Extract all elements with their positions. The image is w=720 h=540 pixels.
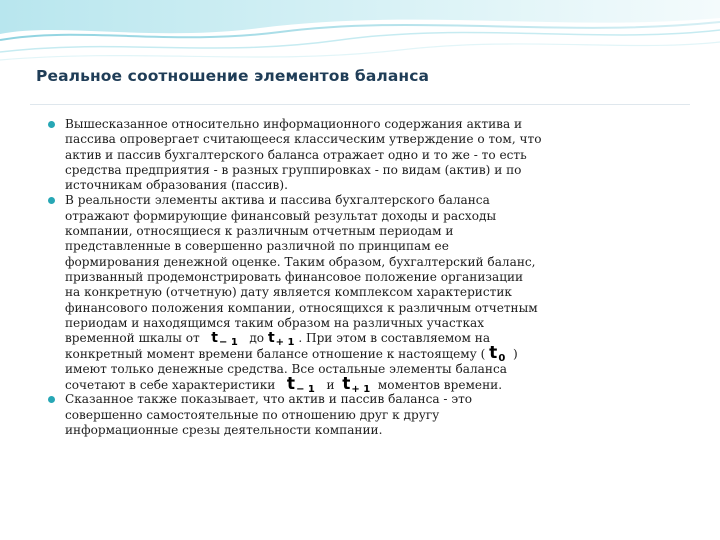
symbol-t-minus-1: $t_{- 1}$ (286, 374, 315, 396)
text-line: В реальности элементы актива и пассива бухгалтерского баланса (65, 193, 490, 208)
slide-body (46, 117, 686, 438)
symbol-t-minus-1: $t_{- 1}$ (211, 330, 238, 349)
text-line: на конкретную (отчетную) дату является комплексом характеристик (65, 285, 512, 300)
text-line-time-scale (65, 330, 686, 349)
slide-title: Реальное соотношение элементов баланса (36, 67, 430, 85)
title-divider (30, 104, 690, 105)
text-segment: моментов времени. (377, 378, 503, 393)
text-line: призванный продемонстрировать финансовое положение организации (65, 269, 524, 284)
bullet-paragraph-2 (46, 193, 686, 396)
bullet-paragraph-1 (46, 117, 686, 193)
bullet-dot (48, 396, 55, 403)
text-segment: до (249, 331, 265, 346)
bullet-dot (48, 121, 55, 128)
text-line: периодам и находящимся таким образом на различных участках (65, 315, 485, 330)
text-line: Сказанное также показывает, что актив и пассив баланса - это (65, 392, 473, 407)
text-segment: ) (512, 347, 518, 362)
text-line: имеют только денежные средства. Все остальные элементы баланса (65, 361, 507, 376)
bullet-paragraph-3 (46, 392, 686, 438)
text-line: формирования денежной оценке. Таким образом, бухгалтерский баланс, (65, 254, 536, 269)
text-segment: временной шкалы от (65, 331, 200, 346)
text-line: источникам образования (пассив). (65, 178, 288, 193)
text-line: финансового положения компании, относящихся к различным отчетным (65, 300, 538, 315)
symbol-t-plus-1: $t_{+ 1}$ (342, 374, 371, 396)
bullet-dot (48, 197, 55, 204)
text-line-current (65, 343, 686, 365)
text-segment: сочетают в себе характеристики (65, 378, 276, 393)
decorative-wave-header (0, 0, 720, 70)
text-line: представленные в совершенно различной по принципам ее (65, 239, 449, 254)
text-line: Вышесказанное относительно информационного содержания актива и (65, 117, 523, 131)
symbol-t-zero: $t_0$ (489, 343, 506, 365)
text-line: пассива опровергает считающееся классическим утверждение о том, что (65, 132, 542, 147)
text-line: средства предприятия - в разных группировках - по видам (актив) и по (65, 162, 522, 177)
text-line: актив и пассив бухгалтерского баланса отражает одно и то же - то есть (65, 147, 527, 162)
text-line-combine (65, 374, 686, 396)
text-line: совершенно самостоятельные по отношению друг к другу (65, 407, 440, 422)
text-line: компании, относящиеся к различным отчетным периодам и (65, 224, 454, 239)
text-segment: конкретный момент времени балансе отношение к настоящему ( (65, 347, 486, 362)
text-segment: . При этом в составляемом на (298, 331, 491, 346)
text-segment: и (326, 378, 335, 393)
text-line: отражают формирующие финансовый результат доходы и расходы (65, 208, 497, 223)
symbol-t-plus-1: $t_{+ 1}$ (267, 330, 295, 349)
text-line: информационные срезы деятельности компании. (65, 422, 383, 437)
